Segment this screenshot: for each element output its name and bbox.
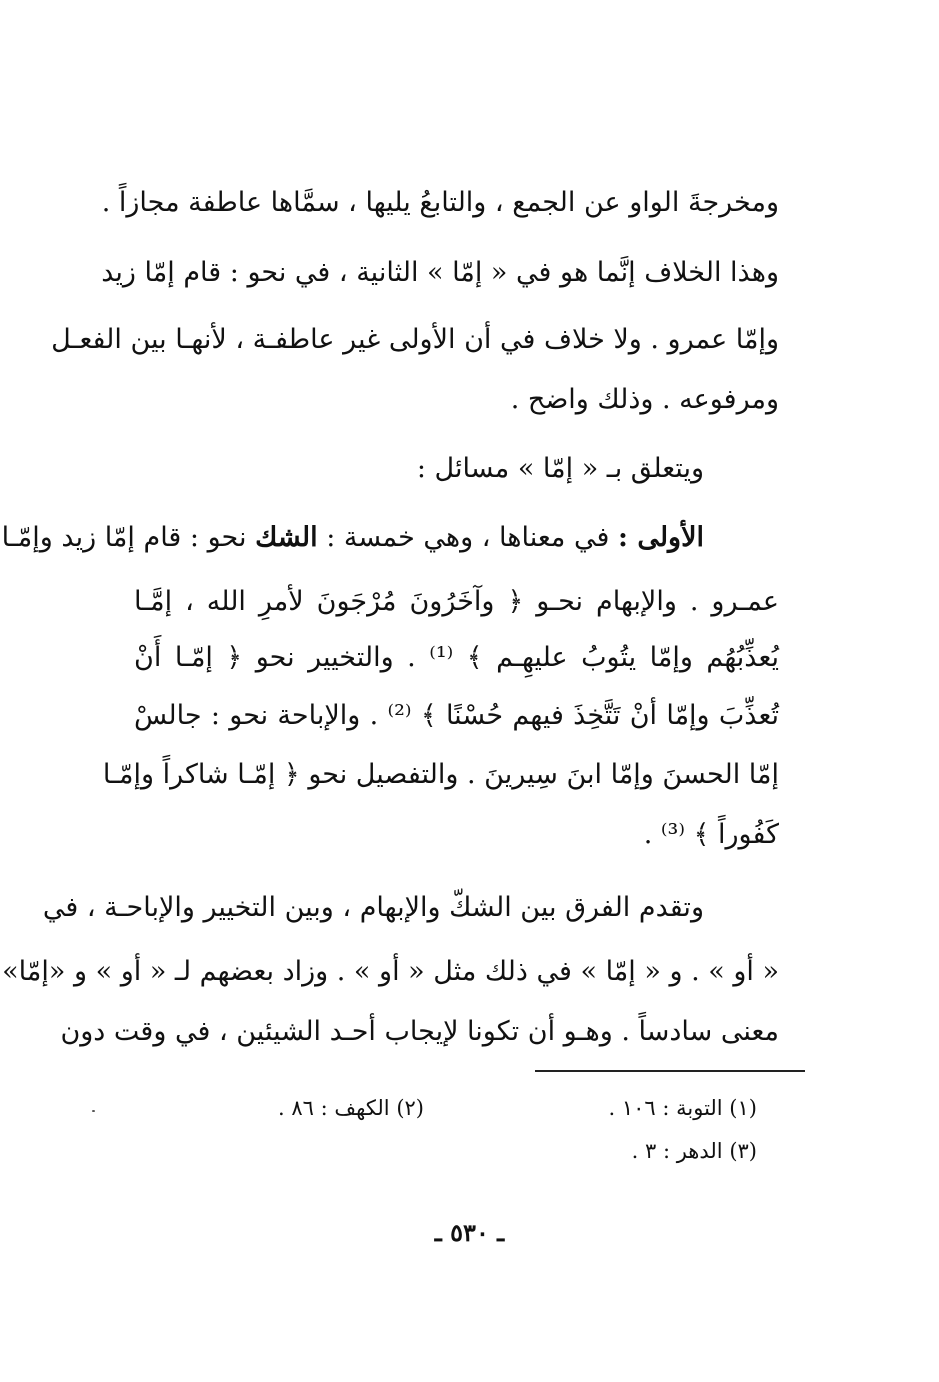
text-line-10 — [102, 755, 779, 795]
line-text: وتقدم الفرق بين الشكّ والإبهام ، وبين التخيير والإباحـة ، في — [42, 892, 704, 923]
footnote-text: (٣) الدهر : ٣ . — [631, 1139, 757, 1163]
footnote-divider — [535, 1070, 805, 1072]
text-line-2 — [101, 253, 779, 293]
line-text: « أو » . و « إمّا » في ذلك مثل « أو » . وزاد بعضهم لـ « أو » و «إمّا» — [2, 956, 779, 987]
footnote-text: (١) التوبة : ١٠٦ . — [608, 1096, 757, 1120]
page-number: ـ ٥٣٠ ـ — [434, 1218, 505, 1247]
text-line-6 — [1, 518, 704, 558]
footnote-2 — [278, 1093, 424, 1123]
term-label: الشك — [255, 522, 318, 553]
line-text: ومخرجةَ الواو عن الجمع ، والتابعُ يليها ، سمَّاها عاطفة مجازاً . — [101, 187, 779, 218]
line-text: تُعذِّبَ وإمّا أنْ تَتَّخِذَ فيهم حُسْنًا ﴾ ⁽²⁾ . والإباحة نحو : جالسْ — [134, 700, 779, 731]
text-line-3 — [51, 320, 779, 360]
line-text: ويتعلق بـ « إمّا » مسائل : — [416, 453, 704, 484]
footnote-3 — [632, 1136, 757, 1166]
line-text: يُعذِّبُهُم وإمّا يتُوبُ عليهِـم ﴾ ⁽¹⁾ . والتخيير نحو ﴿ إمّـا أَنْ — [134, 642, 779, 673]
footnote-text: (٢) الكهف : ٨٦ . — [278, 1096, 424, 1120]
line-text: نحو : قام إمّا زيد وإمّـا — [1, 522, 247, 553]
line-text: كَفُوراً ﴾ ⁽³⁾ . — [643, 819, 779, 850]
line-text: ومرفوعه . وذلك واضح . — [510, 384, 779, 415]
line-text: وإمّا عمرو . ولا خلاف في أن الأولى غير عاطفـة ، لأنهـا بين الفعـل — [51, 324, 779, 355]
text-line-7 — [134, 582, 779, 622]
text-line-11 — [134, 815, 779, 855]
text-line-14 — [60, 1012, 779, 1052]
line-text: في معناها ، وهي خمسة : — [326, 522, 610, 553]
text-line-5 — [134, 449, 704, 489]
line-text: إمّا الحسنَ وإمّا ابنَ سِيرينَ . والتفصيل نحو ﴿ إمّـا شاكراً وإمّـا — [102, 759, 779, 790]
text-line-13 — [2, 952, 779, 992]
line-text: عمـرو . والإبهام نحـو ﴿ وآخَرُونَ مُرْجَونَ لأمرِ الله ، إمَّـا — [134, 586, 779, 617]
text-line-9 — [134, 696, 779, 736]
footnote-1 — [608, 1093, 757, 1123]
scan-speck — [92, 1110, 95, 1112]
section-heading: الأولى : — [617, 522, 704, 553]
text-line-4 — [134, 380, 779, 420]
text-line-1 — [101, 183, 779, 223]
line-text: معنى سادساً . وهـو أن تكونا لإيجاب أحـد الشيئين ، في وقت دون — [60, 1016, 779, 1047]
line-text: وهذا الخلاف إنَّما هو في « إمّا » الثانية ، في نحو : قام إمّا زيد — [101, 257, 779, 288]
text-line-12 — [42, 888, 704, 928]
text-line-8 — [134, 638, 779, 678]
